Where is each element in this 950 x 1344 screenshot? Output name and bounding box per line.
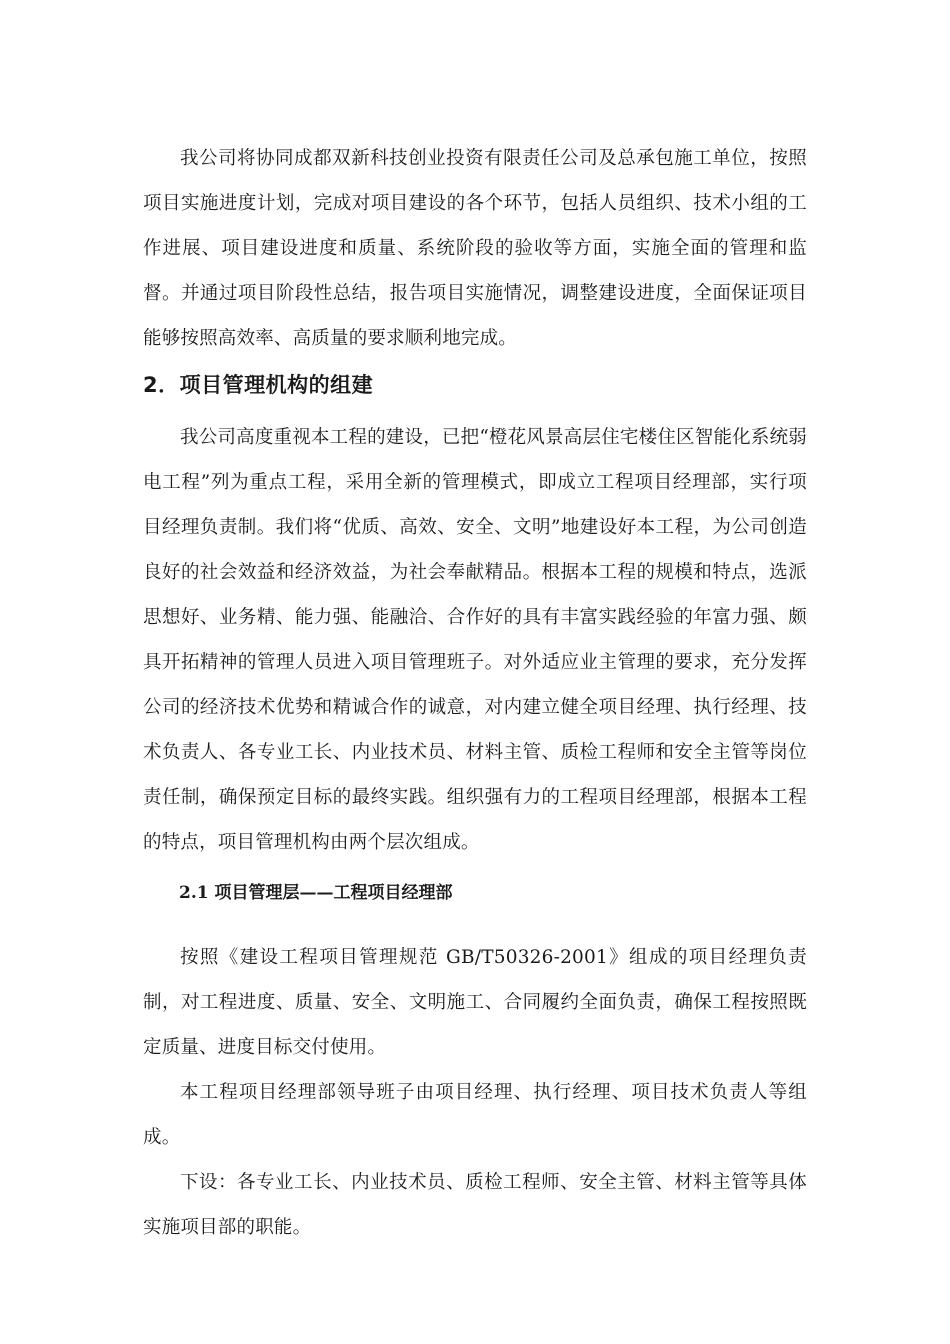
section-2-1-paragraph-3: 下设：各专业工长、内业技术员、质检工程师、安全主管、材料主管等具体实施项目部的职能。 bbox=[143, 1172, 807, 1238]
section-2-1-paragraph-2: 本工程项目经理部领导班子由项目经理、执行经理、项目技术负责人等组成。 bbox=[143, 1082, 807, 1148]
section-2-1-paragraph-1: 按照《建设工程项目管理规范 GB/T50326-2001》组成的项目经理负责制，对工程进度、质量、安全、文明施工、合同履约全面负责，确保工程按照既定质量、进度目标交付使用。 bbox=[143, 947, 807, 1058]
section-2-paragraph: 我公司高度重视本工程的建设，已把“橙花风景高层住宅楼住区智能化系统弱电工程”列为重点工程，采用全新的管理模式，即成立工程项目经理部，实行项目经理负责制。我们将“优质、高效、安全、文明”地建设好本工程，为公司创造良好的社会效益和经济效益，为社会奉献精品。根据本工程的规模和特点，选派思想好、业务精、能力强、能融洽、合作好的具有丰富实践经验的年富力强、颇具开拓精神的管理人员进入项目管理班子。对外适应业主管理的要求，充分发挥公司的经济技术优势和精诚合作的诚意，对内建立健全项目经理、执行经理、技术负责人、各专业工长、内业技术员、材料主管、质检工程师和安全主管等岗位责任制，确保预定目标的最终实践。组织强有力的工程项目经理部，根据本工程的特点，项目管理机构由两个层次组成。 bbox=[143, 427, 807, 853]
section-heading-2: 2．项目管理机构的组建 bbox=[143, 373, 374, 397]
intro-paragraph: 我公司将协同成都双新科技创业投资有限责任公司及总承包施工单位，按照项目实施进度计划，完成对项目建设的各个环节，包括人员组织、技术小组的工作进展、项目建设进度和质量、系统阶段的验收等方面，实施全面的管理和监督。并通过项目阶段性总结，报告项目实施情况，调整建设进度，全面保证项目能够按照高效率、高质量的要求顺利地完成。 bbox=[143, 148, 807, 349]
document-page bbox=[143, 136, 807, 1250]
section-heading-2-1: 2.1 项目管理层——工程项目经理部 bbox=[179, 883, 453, 903]
